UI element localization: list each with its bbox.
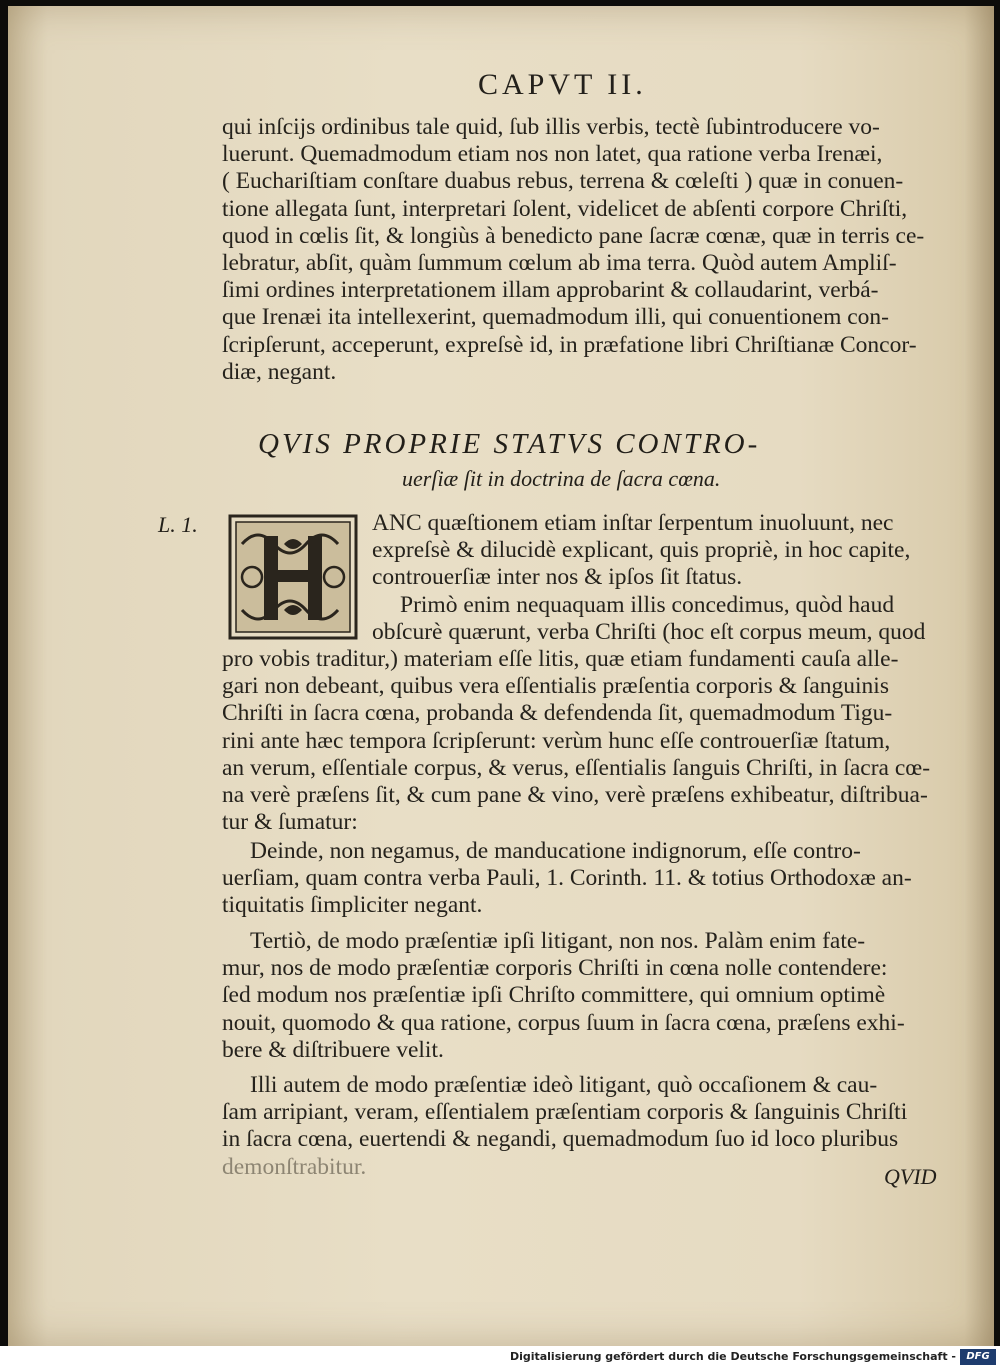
section-title: QVIS PROPRIE STATVS CONTRO- [258, 428, 761, 460]
dfg-logo: DFG [960, 1349, 996, 1365]
footer-bar [0, 1346, 1000, 1369]
text-line: bere & diſtribuere velit. [222, 1036, 444, 1063]
text-line: an verum, eſſentiale corpus, & verus, eſſentialis ſanguis Chriſti, in ſacra cœ- [222, 754, 931, 781]
text-line: ( Euchariſtiam conſtare duabus rebus, terrena & cœleſti ) quæ in conuen- [222, 168, 904, 195]
text-line: ANC quæſtionem etiam inſtar ſerpentum inuoluunt, nec [372, 510, 894, 536]
text-line: uerſiam, quam contra verba Pauli, 1. Corinth. 11. & totius Orthodoxæ an- [222, 865, 912, 892]
text-line: obſcurè quærunt, verba Chriſti (hoc eſt corpus meum, quod [372, 618, 926, 645]
footer-credit: Digitalisierung gefördert durch die Deutsche Forschungsgemeinschaft - [509, 1350, 956, 1363]
text-line: ſed modum nos præſentiæ ipſi Chriſto committere, qui omnium optimè [222, 982, 886, 1009]
text-line: mur, nos de modo præſentiæ corporis Chriſti in cœna nolle contendere: [222, 955, 888, 982]
running-head: CAPVT II. [478, 68, 647, 101]
text-line: lebratur, abſit, quàm ſummum cœlum ab ima terra. Quòd autem Ampliſ- [222, 249, 897, 276]
text-line: luerunt. Quemadmodum etiam nos non latet, qua ratione verba Irenæi, [222, 141, 883, 168]
text-line: in ſacra cœna, euertendi & negandi, quemadmodum ſuo id loco pluribus [222, 1126, 899, 1153]
paragraph-2 [372, 510, 947, 646]
text-line: tiquitatis ſimpliciter negant. [222, 892, 483, 919]
margin-note: L. 1. [158, 512, 198, 537]
text-line: na verè præſens ſit, & cum pane & vino, verè præſens exhibeatur, diſtribua- [222, 781, 928, 808]
text-line: tione allegata ſunt, interpretari ſolent, videlicet de abſenti corpore Chriſti, [222, 195, 908, 222]
text-line: diæ, negant. [222, 358, 337, 385]
text-line: ſam arripiant, veram, eſſentialem præſentiam corporis & ſanguinis Chriſti [222, 1099, 908, 1126]
paragraph-6 [222, 1072, 942, 1181]
paragraph-3 [222, 646, 942, 836]
text-line: que Irenæi ita intellexerint, quemadmodum illi, qui conuentionem con- [222, 304, 889, 331]
text-line: nouit, quomodo & qua ratione, corpus ſuum in ſacra cœna, præſens exhi- [222, 1009, 905, 1036]
text-line: Tertiò, de modo præſentiæ ipſi litigant, non nos. Palàm enim fate- [250, 928, 866, 954]
text-line: controuerſiæ inter nos & ipſos ſit ſtatus. [372, 564, 743, 591]
text-line: Deinde, non negamus, de manducatione indignorum, eſſe contro- [250, 838, 861, 864]
text-line: pro vobis traditur,) materiam eſſe litis, quæ etiam fundamenti cauſa alle- [222, 646, 899, 672]
text-line: expreſsè & dilucidè explicant, quis propriè, in hoc capite, [372, 537, 911, 564]
text-line: qui inſcijs ordinibus tale quid, ſub illis verbis, tectè ſubintroducere vo- [222, 114, 880, 140]
text-line: Illi autem de modo præſentiæ ideò litigant, quò occaſionem & cau- [250, 1072, 878, 1098]
paragraph-4 [222, 838, 942, 920]
text-line: ſimi ordines interpretationem illam approbarint & collaudarint, verbá- [222, 277, 879, 304]
text-line: tur & ſumatur: [222, 809, 358, 836]
decorated-initial-h-icon [228, 514, 358, 640]
text-line: Primò enim nequaquam illis concedimus, quòd haud [400, 591, 895, 618]
text-line: demonſtrabitur. [222, 1153, 367, 1180]
paragraph-5 [222, 928, 942, 1064]
text-line: ſcripſerunt, acceperunt, expreſsè id, in præfatione libri Chriſtianæ Concor- [222, 331, 917, 358]
text-line: rini ante hæc tempora ſcripſerunt: verùm hunc eſſe controuerſiæ ſtatum, [222, 727, 891, 754]
paragraph-1 [222, 114, 942, 386]
text-line: quod in cœlis ſit, & longiùs à benedicto pane ſacræ cœnæ, quæ in terris ce- [222, 222, 925, 249]
catchword: QVID [884, 1164, 937, 1189]
text-line: Chriſti in ſacra cœna, probanda & defendenda ſit, quemadmodum Tigu- [222, 700, 893, 727]
text-line: gari non debeant, quibus vera eſſentialis præſentia corporis & ſanguinis [222, 673, 889, 700]
section-subtitle: uerſiæ ſit in doctrina de ſacra cœna. [402, 466, 721, 491]
